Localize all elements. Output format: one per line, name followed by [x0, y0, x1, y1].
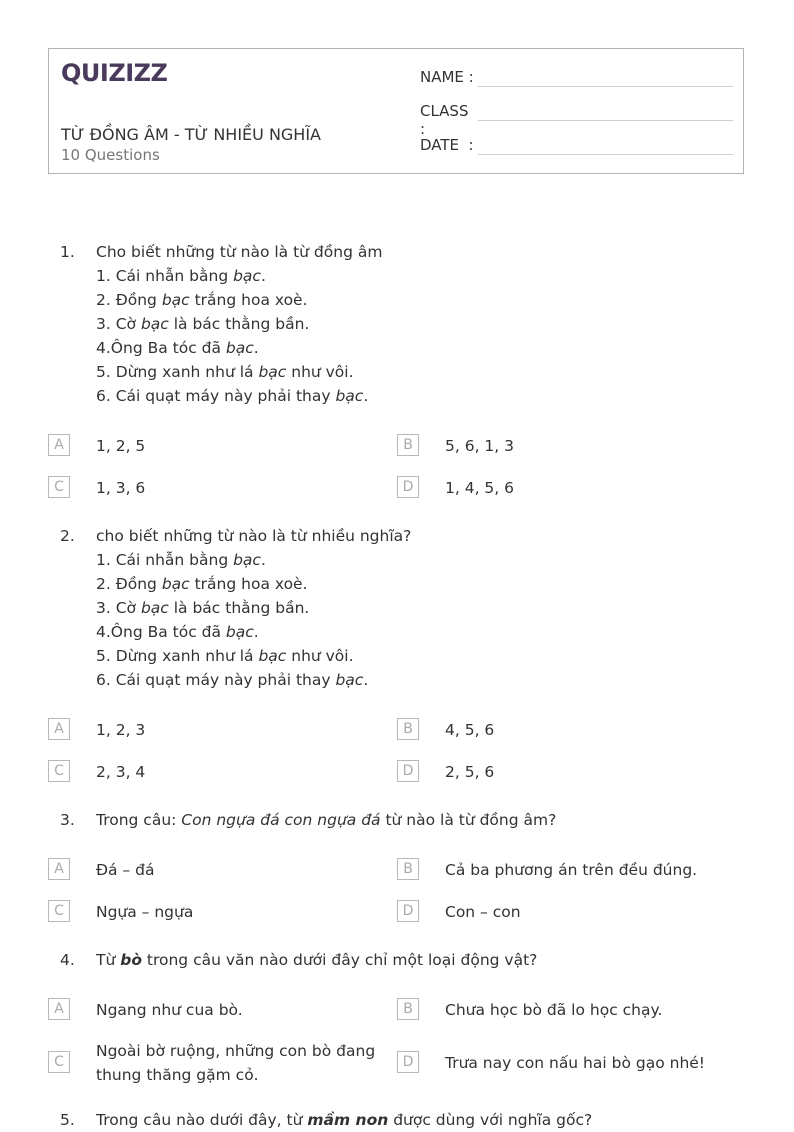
option-letter-box: B: [397, 718, 419, 740]
sentence-line: 5. Dừng xanh như lá bạc như vôi.: [96, 647, 354, 665]
option-text: Trưa nay con nấu hai bò gạo nhé!: [445, 1054, 706, 1072]
question-body: [96, 808, 736, 832]
question-body: [96, 1108, 736, 1132]
option-text: 4, 5, 6: [445, 721, 495, 739]
sentence-line: 2. Đồng bạc trắng hoa xoè.: [96, 291, 308, 309]
question-number: 2.: [60, 527, 75, 545]
question-number: 1.: [60, 243, 75, 261]
option-letter-box: D: [397, 760, 419, 782]
question-body: [96, 240, 736, 408]
option-letter-box: D: [397, 476, 419, 498]
question-number: 5.: [60, 1111, 75, 1129]
option-letter-box: D: [397, 1051, 419, 1073]
option-text-line-2: thung thăng gặm cỏ.: [96, 1066, 259, 1084]
option-letter-box: C: [48, 476, 70, 498]
option-letter-box: B: [397, 858, 419, 880]
option-letter-box: C: [48, 1051, 70, 1073]
option-text: 1, 2, 3: [96, 721, 146, 739]
date-line: [478, 154, 733, 155]
sentence-line: 4.Ông Ba tóc đã bạc.: [96, 623, 259, 641]
option-text: 1, 4, 5, 6: [445, 479, 515, 497]
sentence-line: 2. Đồng bạc trắng hoa xoè.: [96, 575, 308, 593]
question-prompt: Cho biết những từ nào là từ đồng âm: [96, 243, 383, 261]
date-label: DATE :: [420, 136, 474, 154]
name-label: NAME :: [420, 68, 474, 86]
option-text: 1, 2, 5: [96, 437, 146, 455]
option-letter-box: A: [48, 434, 70, 456]
sentence-line: 6. Cái quạt máy này phải thay bạc.: [96, 671, 369, 689]
option-text: 2, 5, 6: [445, 763, 495, 781]
worksheet-header: [48, 48, 744, 174]
option-letter-box: B: [397, 998, 419, 1020]
question-prompt: Trong câu: Con ngựa đá con ngựa đá từ nào là từ đồng âm?: [96, 811, 557, 829]
class-label: CLASS :: [420, 102, 469, 138]
question-number: 3.: [60, 811, 75, 829]
worksheet-title: TỪ ĐỒNG ÂM - TỪ NHIỀU NGHĨA: [61, 125, 321, 144]
question-number: 4.: [60, 951, 75, 969]
option-letter-box: C: [48, 900, 70, 922]
question-prompt: Trong câu nào dưới đây, từ mầm non được dùng với nghĩa gốc?: [96, 1111, 593, 1129]
name-line: [478, 86, 733, 87]
option-letter-box: A: [48, 858, 70, 880]
date-field[interactable]: [420, 136, 476, 154]
option-text: 5, 6, 1, 3: [445, 437, 515, 455]
option-text: Ngựa – ngựa: [96, 903, 194, 921]
option-text: Đá – đá: [96, 861, 155, 879]
sentence-line: 3. Cờ bạc là bác thằng bần.: [96, 599, 310, 617]
sentence-line: 6. Cái quạt máy này phải thay bạc.: [96, 387, 369, 405]
sentence-line: 1. Cái nhẫn bằng bạc.: [96, 551, 266, 569]
question-count: 10 Questions: [61, 146, 160, 164]
question-body: [96, 524, 736, 692]
option-text: Ngang như cua bò.: [96, 1001, 243, 1019]
quizizz-logo: QUIZIZZ: [61, 59, 168, 87]
class-line: [478, 120, 733, 121]
question-prompt: Từ bò trong câu văn nào dưới đây chỉ một loại động vật?: [96, 951, 538, 969]
option-letter-box: D: [397, 900, 419, 922]
class-field[interactable]: [420, 102, 476, 138]
option-text: 2, 3, 4: [96, 763, 146, 781]
option-text: Chưa học bò đã lo học chạy.: [445, 1001, 663, 1019]
sentence-line: 5. Dừng xanh như lá bạc như vôi.: [96, 363, 354, 381]
option-text-line-1: Ngoài bờ ruộng, những con bò đang: [96, 1042, 376, 1060]
question-prompt: cho biết những từ nào là từ nhiều nghĩa?: [96, 527, 412, 545]
option-letter-box: B: [397, 434, 419, 456]
question-body: [96, 948, 736, 972]
option-letter-box: A: [48, 718, 70, 740]
sentence-line: 4.Ông Ba tóc đã bạc.: [96, 339, 259, 357]
sentence-line: 1. Cái nhẫn bằng bạc.: [96, 267, 266, 285]
option-letter-box: A: [48, 998, 70, 1020]
option-text: Cả ba phương án trên đều đúng.: [445, 861, 698, 879]
name-field[interactable]: [420, 68, 476, 86]
sentence-line: 3. Cờ bạc là bác thằng bần.: [96, 315, 310, 333]
option-text: 1, 3, 6: [96, 479, 146, 497]
option-text: Con – con: [445, 903, 521, 921]
option-letter-box: C: [48, 760, 70, 782]
